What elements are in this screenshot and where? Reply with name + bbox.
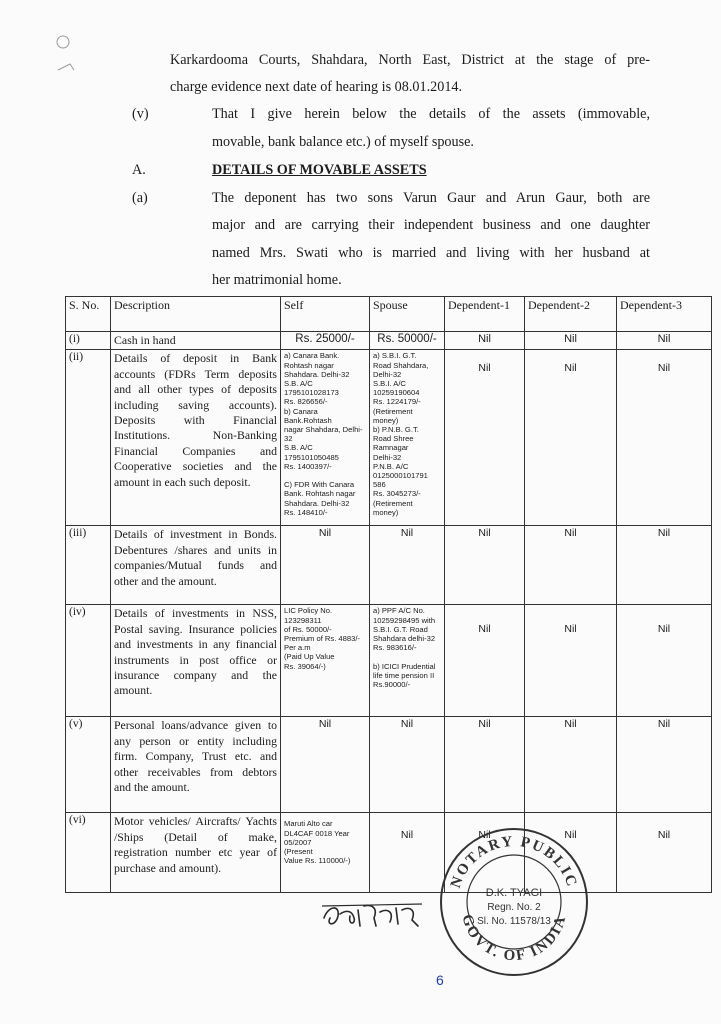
para-v-line-2: movable, bank balance etc.) of myself spouse. [212, 134, 474, 150]
row-dependent-3-value: Nil [617, 332, 712, 350]
para-a-line-3: named Mrs. Swati who is married and living with her husband at [212, 245, 650, 261]
row-description: Details of deposit in Bank accounts (FDRs Term deposits and all other types of deposits including saving accounts). Deposits with Financial Institutions. Non-Banking Financial Companies and Cooperative societies and the amount in each such deposit. [111, 350, 281, 526]
table-row [66, 350, 712, 526]
row-spouse-value: Nil [370, 813, 445, 893]
row-self-value [281, 350, 370, 526]
row-description: Personal loans/advance given to any person or entity including firm. Company, Trust etc. and other receivables from debtors and the amount. [111, 717, 281, 813]
deponent-signature [318, 896, 428, 936]
spouse-deposit-details: a) S.B.I. G.T. Road Shahdara, Delhi-32 S.B.I. A/C 10259190604 Rs. 1224179/- (Retirement money) b) P.N.B. G.T. Road Shree Ramnagar Delhi-32 P.N.B. A/C 0125000101791 586 Rs. 3045273/- (Retirement money) [373, 351, 429, 517]
row-dependent-3-value: Nil [617, 605, 712, 717]
row-self-value: Rs. 25000/- [281, 332, 370, 350]
table-row [66, 526, 712, 605]
table-row [66, 813, 712, 893]
row-dependent-1-value: Nil [445, 813, 525, 893]
intro-line-2: charge evidence next date of hearing is 08.01.2014. [170, 79, 463, 95]
para-a-line-4: her matrimonial home. [212, 272, 342, 288]
notary-stamp [438, 826, 590, 978]
row-description: Details of investment in Bonds. Debentures /shares and units in companies/Mutual funds and other and the amount. [111, 526, 281, 605]
section-a-marker: A. [132, 162, 146, 178]
para-a-line-1: The deponent has two sons Varun Gaur and Arun Gaur, both are [212, 190, 650, 206]
row-dependent-3-value: Nil [617, 350, 712, 526]
row-spouse-value: Rs. 50000/- [370, 332, 445, 350]
movable-assets-table [65, 296, 712, 893]
header-dependent-2: Dependent-2 [525, 297, 617, 332]
row-dependent-1-value: Nil [445, 717, 525, 813]
row-sno: (i) [66, 332, 111, 350]
table-row [66, 717, 712, 813]
section-a-heading: DETAILS OF MOVABLE ASSETS [212, 162, 427, 178]
para-v-line-1: That I give herein below the details of the assets (immovable, [212, 106, 650, 122]
header-description: Description [111, 297, 281, 332]
para-a-line-2: major and are carrying their independent business and one daughter [212, 217, 650, 233]
row-dependent-1-value: Nil [445, 526, 525, 605]
row-self-value [281, 813, 370, 893]
row-spouse-value [370, 605, 445, 717]
row-sno: (ii) [66, 350, 111, 526]
self-deposit-details: a) Canara Bank. Rohtash nagar Shahdara. Delhi-32 S.B. A/C 1795101028173 Rs. 826656/- b) Canara Bank.Rohtash nagar Shahdara, Delhi- 32 S.B. A/C 1795101050485 Rs. 1400397/- C) FDR With Canara Bank. Rohtash nagar Shahdara. Delhi-32 Rs. 148410/- [284, 351, 363, 517]
self-insurance-details: LIC Policy No. 123298311 of Rs. 50000/- Premium of Rs. 4883/- Per a.m (Paid Up Value Rs. 39064/-) [284, 606, 360, 671]
row-dependent-1-value: Nil [445, 605, 525, 717]
row-dependent-1-value: Nil [445, 332, 525, 350]
stamp-top-text: NOTARY PUBLIC [447, 833, 581, 891]
row-dependent-2-value: Nil [525, 605, 617, 717]
row-self-value [281, 605, 370, 717]
intro-line-1: Karkardooma Courts, Shahdara, North East, District at the stage of pre- [170, 52, 650, 68]
stamp-name: D.K. TYAGI [485, 887, 543, 899]
row-dependent-3-value: Nil [617, 717, 712, 813]
stamp-regn: Regn. No. 2 [487, 902, 541, 913]
spouse-investment-details: a) PPF A/C No. 10259298495 with S.B.I. G.T. Road Shahdara delhi-32 Rs. 983616/- b) ICICI Prudential life time pension II Rs.90000/- [373, 606, 436, 690]
row-dependent-1-value: Nil [445, 350, 525, 526]
row-spouse-value: Nil [370, 526, 445, 605]
row-dependent-3-value: Nil [617, 526, 712, 605]
header-self: Self [281, 297, 370, 332]
row-description: Details of investments in NSS, Postal saving. Insurance policies and investments in any financial instruments in post office or insurance company and the amount. [111, 605, 281, 717]
row-dependent-2-value: Nil [525, 350, 617, 526]
row-sno: (iii) [66, 526, 111, 605]
para-a-marker: (a) [132, 190, 148, 206]
table-header-row [66, 297, 712, 332]
row-sno: (vi) [66, 813, 111, 893]
row-dependent-2-value: Nil [525, 332, 617, 350]
header-dependent-3: Dependent-3 [617, 297, 712, 332]
row-dependent-3-value: Nil [617, 813, 712, 893]
row-dependent-2-value: Nil [525, 717, 617, 813]
table-row [66, 332, 712, 350]
row-description: Cash in hand [111, 332, 281, 350]
row-dependent-2-value: Nil [525, 526, 617, 605]
table-row [66, 605, 712, 717]
stamp-serial: Sl. No. 11578/13 [477, 916, 551, 927]
punch-hole-mark [50, 30, 80, 80]
row-dependent-2-value: Nil [525, 813, 617, 893]
row-self-value: Nil [281, 526, 370, 605]
row-self-value: Nil [281, 717, 370, 813]
header-sno: S. No. [66, 297, 111, 332]
page-number: 6 [436, 972, 444, 988]
para-v-marker: (v) [132, 106, 149, 122]
row-spouse-value: Nil [370, 717, 445, 813]
row-sno: (iv) [66, 605, 111, 717]
row-description: Motor vehicles/ Aircrafts/ Yachts /Ships (Detail of make, registration number etc year of purchase and amount). [111, 813, 281, 893]
header-spouse: Spouse [370, 297, 445, 332]
row-spouse-value [370, 350, 445, 526]
header-dependent-1: Dependent-1 [445, 297, 525, 332]
row-sno: (v) [66, 717, 111, 813]
stamp-bottom-text: GOVT. OF INDIA [458, 912, 570, 965]
self-vehicle-details: Maruti Alto car DL4CAF 0018 Year 05/2007 (Present Value Rs. 110000/-) [284, 819, 351, 866]
